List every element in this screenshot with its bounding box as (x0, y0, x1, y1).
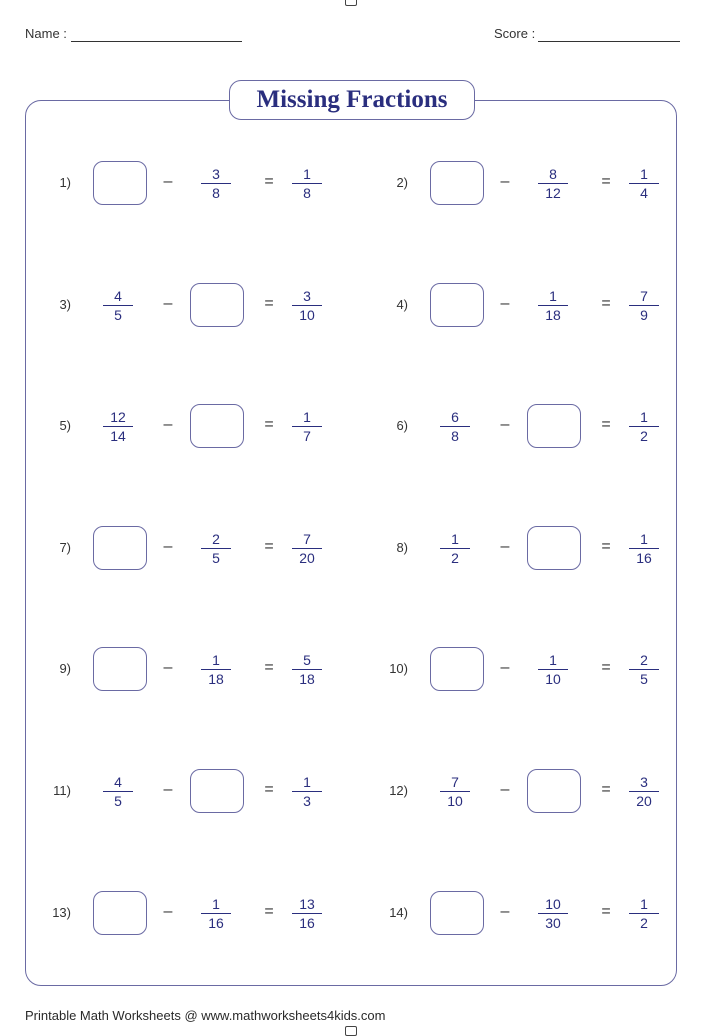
denominator: 5 (114, 793, 122, 809)
answer-box[interactable] (527, 404, 581, 448)
problem-number: 13) (52, 905, 71, 920)
bottom-checkbox-icon (345, 1026, 357, 1036)
fraction-bar (629, 669, 659, 670)
result-fraction (292, 531, 322, 566)
fraction-bar (201, 913, 231, 914)
problem-number: 7) (59, 540, 71, 555)
fraction (201, 652, 231, 687)
numerator: 1 (549, 652, 557, 668)
denominator: 5 (114, 307, 122, 323)
minus-sign: – (163, 538, 173, 555)
denominator: 14 (110, 428, 126, 444)
fraction (103, 774, 133, 809)
denominator: 2 (640, 915, 648, 931)
result-fraction (629, 774, 659, 809)
equals-sign: = (601, 903, 611, 920)
minus-sign: – (500, 173, 510, 190)
minus-sign: – (163, 173, 173, 190)
denominator: 7 (303, 428, 311, 444)
denominator: 2 (640, 428, 648, 444)
equals-sign: = (601, 781, 611, 798)
fraction-bar (103, 305, 133, 306)
denominator: 10 (545, 671, 561, 687)
result-fraction (629, 531, 659, 566)
result-fraction (629, 288, 659, 323)
fraction-bar (292, 548, 322, 549)
denominator: 4 (640, 185, 648, 201)
fraction-bar (629, 305, 659, 306)
numerator: 1 (212, 896, 220, 912)
denominator: 8 (303, 185, 311, 201)
top-checkbox-icon (345, 0, 357, 6)
title-box (229, 80, 475, 120)
numerator: 12 (110, 409, 126, 425)
result-fraction (292, 288, 322, 323)
numerator: 7 (640, 288, 648, 304)
numerator: 1 (640, 166, 648, 182)
denominator: 10 (447, 793, 463, 809)
minus-sign: – (500, 416, 510, 433)
fraction-bar (440, 426, 470, 427)
fraction (201, 166, 231, 201)
denominator: 10 (299, 307, 315, 323)
result-fraction (629, 652, 659, 687)
numerator: 1 (640, 409, 648, 425)
result-fraction (292, 774, 322, 809)
problem-number: 10) (389, 661, 408, 676)
fraction (440, 774, 470, 809)
equals-sign: = (601, 659, 611, 676)
answer-box[interactable] (430, 283, 484, 327)
minus-sign: – (500, 538, 510, 555)
denominator: 9 (640, 307, 648, 323)
denominator: 3 (303, 793, 311, 809)
equals-sign: = (601, 173, 611, 190)
fraction (538, 288, 568, 323)
problem-number: 14) (389, 905, 408, 920)
result-fraction (292, 896, 322, 931)
answer-box[interactable] (527, 526, 581, 570)
equals-sign: = (601, 538, 611, 555)
denominator: 16 (636, 550, 652, 566)
equals-sign: = (264, 538, 274, 555)
denominator: 18 (208, 671, 224, 687)
denominator: 12 (545, 185, 561, 201)
equals-sign: = (601, 416, 611, 433)
numerator: 3 (303, 288, 311, 304)
fraction-bar (201, 183, 231, 184)
fraction-bar (103, 791, 133, 792)
fraction-bar (629, 183, 659, 184)
numerator: 4 (114, 288, 122, 304)
problem-number: 12) (389, 783, 408, 798)
numerator: 1 (303, 166, 311, 182)
fraction (201, 531, 231, 566)
equals-sign: = (264, 659, 274, 676)
fraction-bar (629, 548, 659, 549)
fraction (103, 409, 133, 444)
answer-box[interactable] (430, 161, 484, 205)
numerator: 1 (640, 896, 648, 912)
result-fraction (292, 652, 322, 687)
fraction-bar (629, 913, 659, 914)
numerator: 3 (640, 774, 648, 790)
footer-text: Printable Math Worksheets @ www.mathworksheets4kids.com (25, 1008, 386, 1023)
denominator: 2 (451, 550, 459, 566)
answer-box[interactable] (93, 891, 147, 935)
answer-box[interactable] (430, 891, 484, 935)
numerator: 1 (549, 288, 557, 304)
problem-number: 2) (396, 175, 408, 190)
numerator: 1 (303, 774, 311, 790)
fraction-bar (440, 791, 470, 792)
denominator: 8 (451, 428, 459, 444)
minus-sign: – (163, 903, 173, 920)
denominator: 5 (212, 550, 220, 566)
result-fraction (629, 896, 659, 931)
numerator: 6 (451, 409, 459, 425)
numerator: 13 (299, 896, 315, 912)
result-fraction (629, 409, 659, 444)
minus-sign: – (163, 295, 173, 312)
numerator: 2 (212, 531, 220, 547)
answer-box[interactable] (93, 161, 147, 205)
fraction-bar (292, 791, 322, 792)
numerator: 7 (303, 531, 311, 547)
answer-box[interactable] (430, 647, 484, 691)
problem-number: 9) (59, 661, 71, 676)
fraction-bar (629, 426, 659, 427)
answer-box[interactable] (190, 769, 244, 813)
score-label: Score : (494, 26, 536, 41)
problem-number: 3) (59, 297, 71, 312)
equals-sign: = (264, 416, 274, 433)
denominator: 18 (545, 307, 561, 323)
fraction-bar (538, 669, 568, 670)
equals-sign: = (264, 903, 274, 920)
fraction-bar (292, 913, 322, 914)
fraction (538, 166, 568, 201)
fraction-bar (538, 305, 568, 306)
minus-sign: – (500, 295, 510, 312)
numerator: 8 (549, 166, 557, 182)
denominator: 20 (299, 550, 315, 566)
fraction-bar (538, 913, 568, 914)
denominator: 16 (208, 915, 224, 931)
name-answer-line[interactable] (71, 41, 242, 42)
fraction (201, 896, 231, 931)
denominator: 5 (640, 671, 648, 687)
answer-box[interactable] (93, 526, 147, 570)
numerator: 2 (640, 652, 648, 668)
numerator: 1 (303, 409, 311, 425)
minus-sign: – (163, 659, 173, 676)
numerator: 3 (212, 166, 220, 182)
result-fraction (292, 166, 322, 201)
answer-box[interactable] (93, 647, 147, 691)
equals-sign: = (264, 781, 274, 798)
problem-number: 1) (59, 175, 71, 190)
equals-sign: = (264, 295, 274, 312)
equals-sign: = (601, 295, 611, 312)
denominator: 20 (636, 793, 652, 809)
fraction-bar (629, 791, 659, 792)
minus-sign: – (500, 659, 510, 676)
fraction (538, 652, 568, 687)
problem-number: 8) (396, 540, 408, 555)
result-fraction (292, 409, 322, 444)
fraction-bar (440, 548, 470, 549)
numerator: 1 (640, 531, 648, 547)
fraction-bar (201, 548, 231, 549)
worksheet-title: Missing Fractions (256, 86, 448, 113)
problem-number: 11) (53, 783, 71, 798)
numerator: 1 (212, 652, 220, 668)
name-label: Name : (25, 26, 67, 41)
minus-sign: – (500, 903, 510, 920)
denominator: 18 (299, 671, 315, 687)
denominator: 30 (545, 915, 561, 931)
numerator: 7 (451, 774, 459, 790)
answer-box[interactable] (190, 404, 244, 448)
minus-sign: – (500, 781, 510, 798)
fraction-bar (103, 426, 133, 427)
minus-sign: – (163, 781, 173, 798)
fraction (538, 896, 568, 931)
numerator: 1 (451, 531, 459, 547)
denominator: 16 (299, 915, 315, 931)
problem-number: 6) (396, 418, 408, 433)
fraction (103, 288, 133, 323)
numerator: 4 (114, 774, 122, 790)
answer-box[interactable] (190, 283, 244, 327)
fraction-bar (538, 183, 568, 184)
fraction-bar (201, 669, 231, 670)
fraction-bar (292, 305, 322, 306)
minus-sign: – (163, 416, 173, 433)
numerator: 5 (303, 652, 311, 668)
fraction (440, 409, 470, 444)
problem-number: 4) (396, 297, 408, 312)
fraction-bar (292, 426, 322, 427)
score-answer-line[interactable] (538, 41, 680, 42)
problem-number: 5) (59, 418, 71, 433)
fraction-bar (292, 183, 322, 184)
equals-sign: = (264, 173, 274, 190)
fraction-bar (292, 669, 322, 670)
answer-box[interactable] (527, 769, 581, 813)
numerator: 10 (545, 896, 561, 912)
fraction (440, 531, 470, 566)
result-fraction (629, 166, 659, 201)
denominator: 8 (212, 185, 220, 201)
